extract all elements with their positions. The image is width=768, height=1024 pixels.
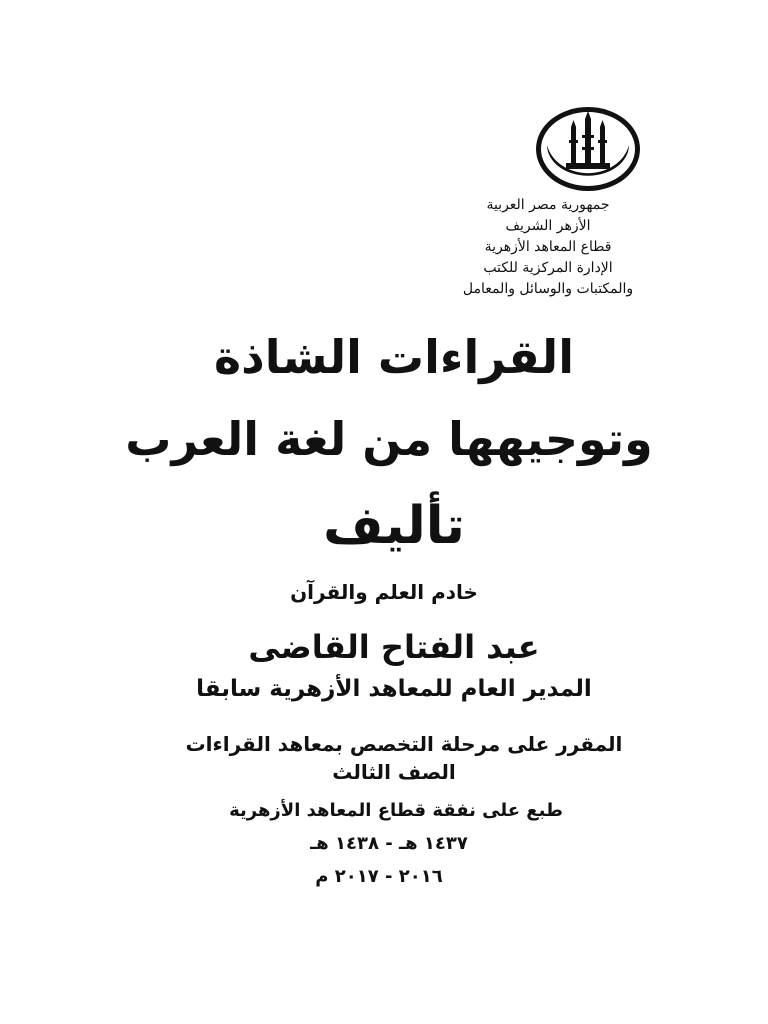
issuer-line: الأزهر الشريف [505,218,591,234]
course-line-1: المقرر على مرحلة التخصص بمعاهد القراءات [185,732,623,756]
book-title-line-2: وتوجيهها من لغة العرب [125,412,653,466]
azhar-minaret-crescent-icon [533,105,643,195]
issuer-line: قطاع المعاهد الأزهرية [484,239,612,255]
issuer-line: الإدارة المركزية للكتب [483,260,613,276]
printed-by: طبع على نفقة قطاع المعاهد الأزهرية [229,800,563,821]
book-title-line-1: القراءات الشاذة [214,330,574,384]
authorship-label: تأليف [323,496,465,556]
issuer-block [448,195,648,300]
course-line-2: الصف الثالث [332,760,456,784]
author-role: المدير العام للمعاهد الأزهرية سابقا [196,676,592,702]
author-epithet: خادم العلم والقرآن [290,580,478,604]
year-gregorian: ٢٠١٦ - ٢٠١٧ م [315,866,443,887]
author-name: عبد الفتاح القاضى [248,628,540,666]
issuer-line: جمهورية مصر العربية [486,197,610,213]
year-hijri: ١٤٣٧ هـ - ١٤٣٨ هـ [310,833,468,854]
issuer-line: والمكتبات والوسائل والمعامل [462,281,634,297]
